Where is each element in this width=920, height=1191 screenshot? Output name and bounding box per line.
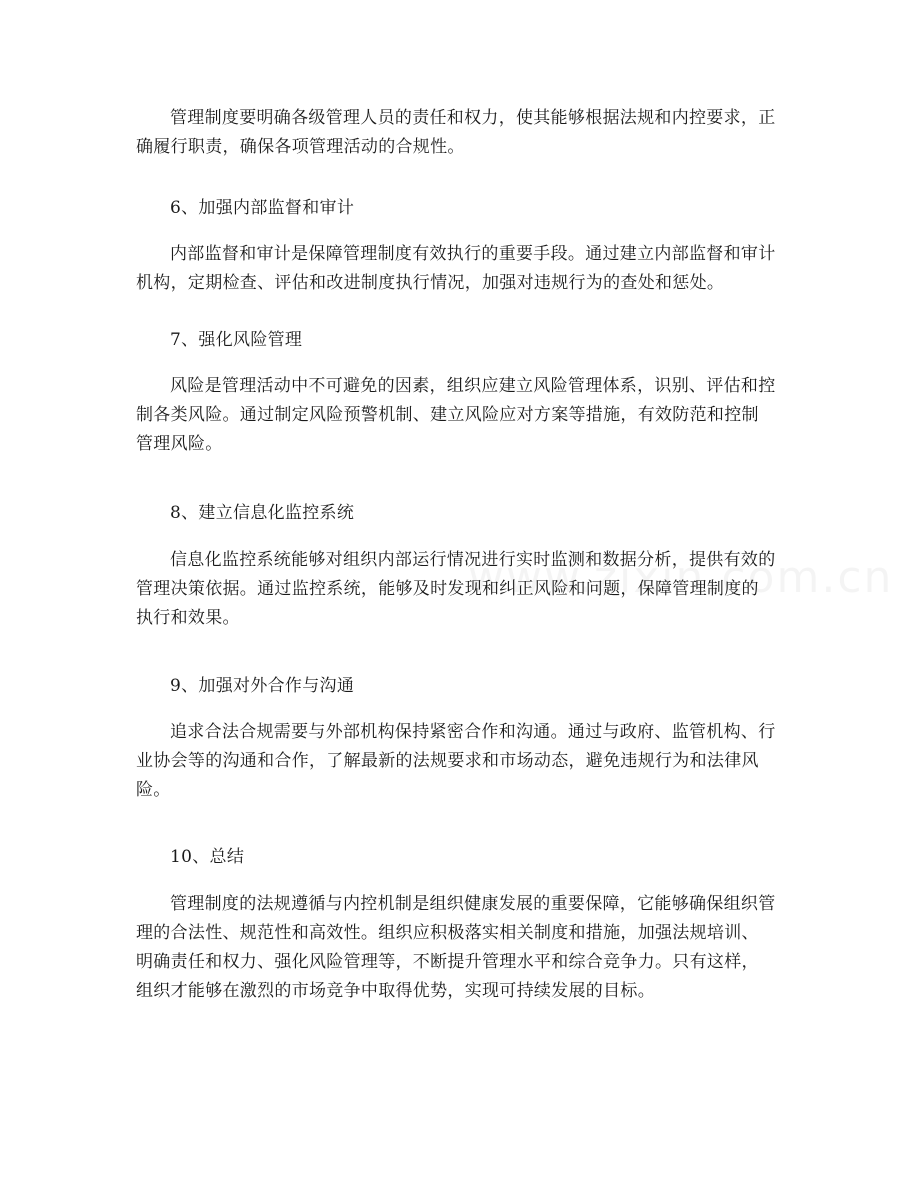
heading-info-monitoring: 8、建立信息化监控系统 bbox=[170, 503, 355, 523]
paragraph-info-monitoring: 信息化监控系统能够对组织内部运行情况进行实时监测和数据分析，提供有效的管理决策依据。通过监控系统，能够及时发现和纠正风险和问题，保障管理制度的执行和效果。 bbox=[136, 550, 776, 628]
paragraph-risk-management: 风险是管理活动中不可避免的因素，组织应建立风险管理体系，识别、评估和控制各类风险。通过制定风险预警机制、建立风险应对方案等措施，有效防范和控制管理风险。 bbox=[136, 376, 776, 454]
paragraph-responsibility: 管理制度要明确各级管理人员的责任和权力，使其能够根据法规和内控要求，正确履行职责，确保各项管理活动的合规性。 bbox=[136, 108, 776, 157]
heading-risk-management: 7、强化风险管理 bbox=[170, 330, 303, 350]
heading-external-cooperation: 9、加强对外合作与沟通 bbox=[170, 676, 355, 696]
heading-summary: 10、总结 bbox=[170, 847, 245, 867]
heading-internal-audit: 6、加强内部监督和审计 bbox=[170, 198, 355, 218]
paragraph-summary: 管理制度的法规遵循与内控机制是组织健康发展的重要保障，它能够确保组织管理的合法性、规范性和高效性。组织应积极落实相关制度和措施，加强法规培训、明确责任和权力、强化风险管理等，不断提升管理水平和综合竞争力。只有这样，组织才能够在激烈的市场竞争中取得优势，实现可持续发展的目标。 bbox=[136, 894, 776, 1001]
paragraph-internal-audit: 内部监督和审计是保障管理制度有效执行的重要手段。通过建立内部监督和审计机构，定期检查、评估和改进制度执行情况，加强对违规行为的查处和惩处。 bbox=[136, 244, 776, 293]
paragraph-external-cooperation: 追求合法合规需要与外部机构保持紧密合作和沟通。通过与政府、监管机构、行业协会等的沟通和合作，了解最新的法规要求和市场动态，避免违规行为和法律风险。 bbox=[136, 722, 776, 800]
